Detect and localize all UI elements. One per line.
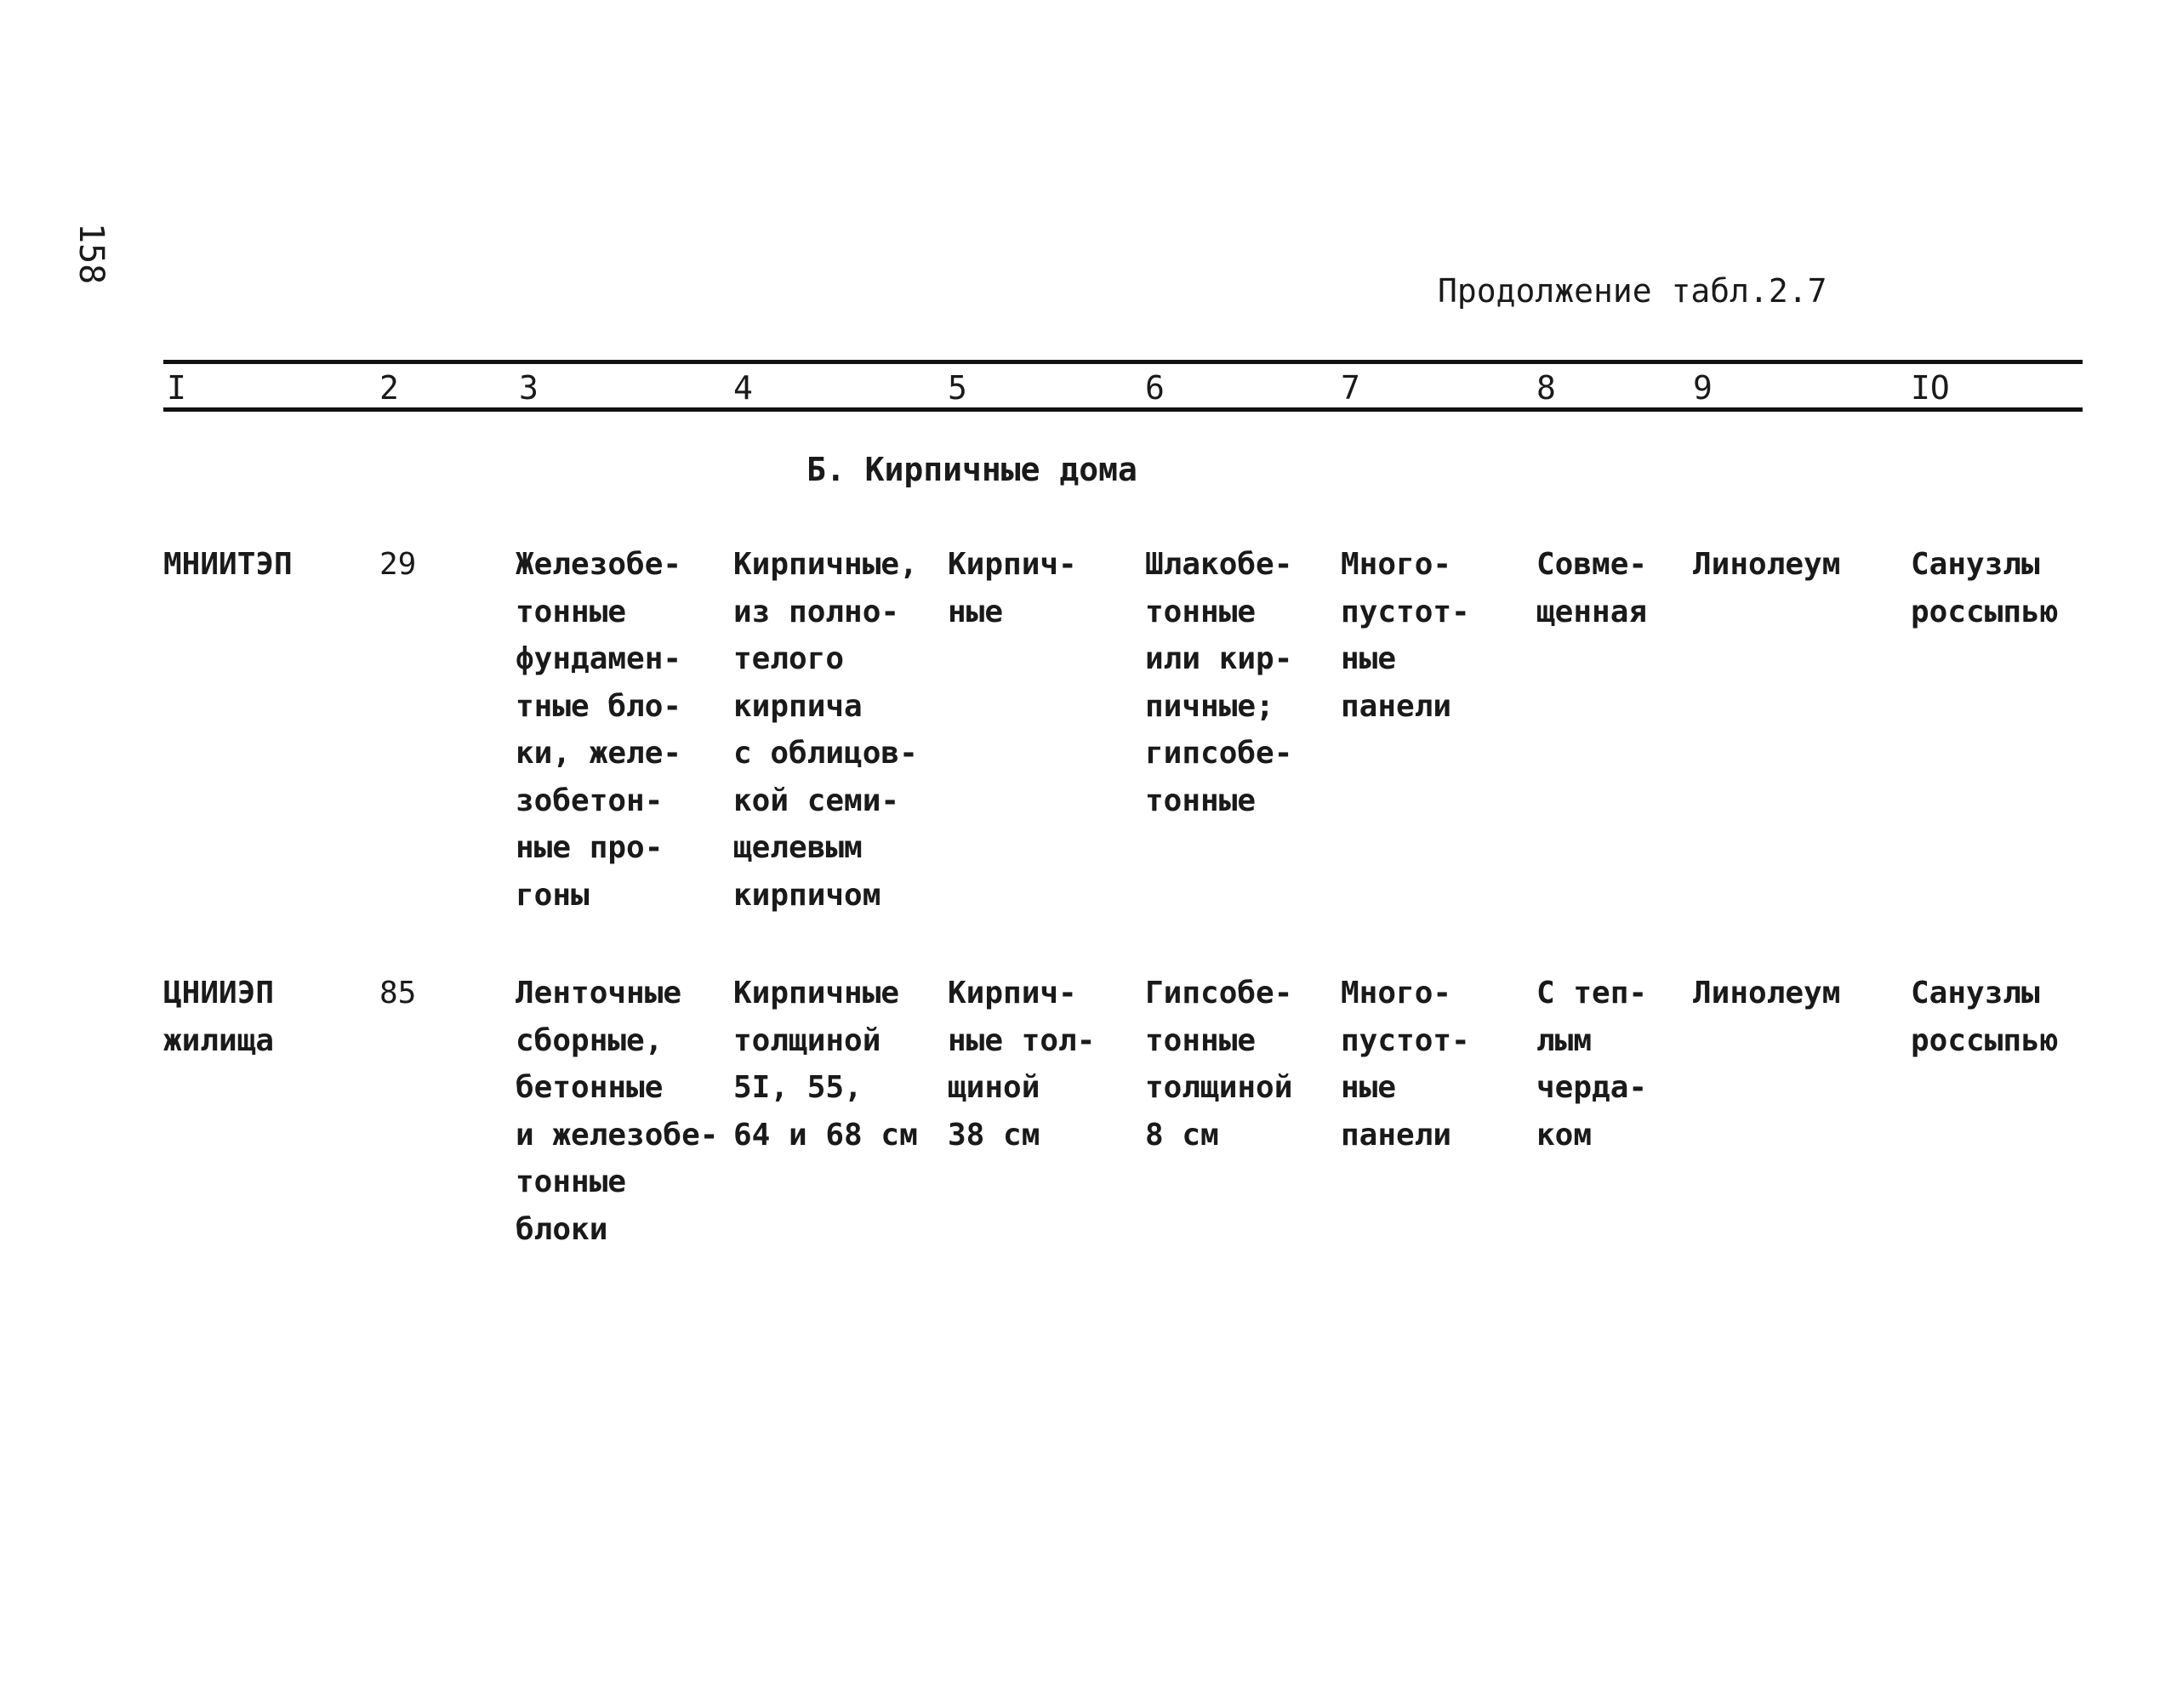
table-cell-floors: Много- пустот- ные панели — [1341, 547, 1470, 724]
column-number: 7 — [1341, 369, 1360, 407]
table-cell-floors: Много- пустот- ные панели — [1341, 976, 1470, 1153]
table-cell-inner-walls: Кирпич- ные тол- щиной 38 см — [948, 976, 1096, 1153]
table-cell-floor-covering: Линолеум — [1693, 976, 1841, 1011]
column-number: 6 — [1145, 369, 1165, 407]
table-cell-partitions: Шлакобе- тонные или кир- пичные; гипсобе- тонные — [1145, 547, 1293, 818]
column-number: 3 — [519, 369, 539, 407]
table-cell-roof: Совме- щенная — [1536, 547, 1648, 629]
table-cell-sanitary: Санузлы россыпью — [1911, 976, 2059, 1058]
column-number: 9 — [1693, 369, 1713, 407]
table-cell-sanitary: Санузлы россыпью — [1911, 547, 2059, 629]
column-number: IO — [1911, 369, 1950, 407]
table-cell-count: 85 — [379, 976, 417, 1011]
table-cell-outer-walls: Кирпичные толщиной 5I, 55, 64 и 68 см — [733, 976, 918, 1153]
column-number: 8 — [1536, 369, 1556, 407]
table-cell-floor-covering: Линолеум — [1693, 547, 1841, 582]
table-cell-organization: МНИИТЭП — [163, 547, 293, 582]
table-cell-foundation: Железобе- тонные фундамен- тные бло- ки, желе- зобетон- ные про- гоны — [516, 547, 682, 913]
table-cell-inner-walls: Кирпич- ные — [948, 547, 1077, 629]
table-top-rule — [163, 360, 2083, 364]
section-title: Б. Кирпичные дома — [806, 451, 1137, 488]
table-cell-organization: ЦНИИЭП жилища — [163, 976, 275, 1058]
table-cell-outer-walls: Кирпичные, из полно- телого кирпича с облицов- кой семи- щелевым кирпичом — [733, 547, 918, 913]
table-cell-partitions: Гипсобе- тонные толщиной 8 см — [1145, 976, 1293, 1153]
column-number: 5 — [948, 369, 967, 407]
table-cell-count: 29 — [379, 547, 417, 582]
column-number: I — [167, 369, 186, 407]
table-caption: Продолжение табл.2.7 — [1438, 272, 1827, 310]
column-number: 2 — [379, 369, 399, 407]
page-number: 158 — [71, 223, 111, 285]
table-header-rule — [163, 407, 2083, 412]
table-cell-foundation: Ленточные сборные, бетонные и железобе- тонные блоки — [516, 976, 719, 1247]
column-number: 4 — [733, 369, 753, 407]
table-cell-roof: С теп- лым черда- ком — [1536, 976, 1648, 1153]
